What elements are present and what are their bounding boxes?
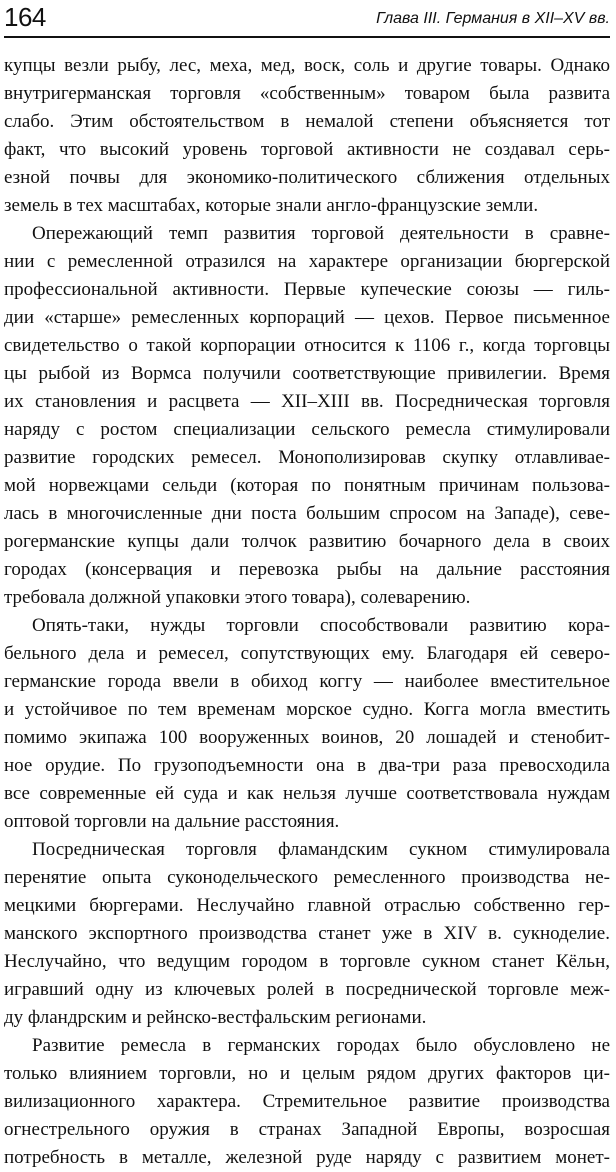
text-line: нии с ремесленной отразился на характере организации бюргерской xyxy=(4,251,610,272)
text-line: игравший одну из ключевых ролей в посреднической торговле меж- xyxy=(4,979,610,1000)
text-line: только влиянием торговли, но и целым рядом других факторов ци- xyxy=(4,1063,610,1084)
text-line: лась в многочисленные дни поста большим спросом на Западе), севе- xyxy=(4,503,610,524)
text-line: наряду с ростом специализации сельского ремесла стимулировали xyxy=(4,419,610,440)
text-line: бельного дела и ремесел, сопутствующих ему. Благодаря ей северо- xyxy=(4,643,610,664)
text-line: слабо. Этим обстоятельством в немалой степени объясняется тот xyxy=(4,111,610,132)
text-line: мой норвежцами сельди (которая по понятным причинам пользова- xyxy=(4,475,610,496)
text-line: перенятие опыта суконодельческого ремесленного производства не- xyxy=(4,867,610,888)
page-header xyxy=(4,0,610,40)
text-line: городах (консервация и перевозка рыбы на дальние расстояния xyxy=(4,559,610,580)
text-line: внутригерманская торговля «собственным» товаром была развита xyxy=(4,83,610,104)
text-line: цы рыбой из Вормса получили соответствующие привилегии. Время xyxy=(4,363,610,384)
text-line: свидетельство о такой корпорации относится к 1106 г., когда торговцы xyxy=(4,335,610,356)
text-line: факт, что высокий уровень торговой активности не создавал серь- xyxy=(4,139,610,160)
body-text xyxy=(4,52,610,1172)
text-line: потребность в металле, железной руде наряду с развитием монет- xyxy=(4,1147,610,1168)
text-line: Опять-таки, нужды торговли способствовали развитию кора- xyxy=(32,615,610,636)
text-line: ду фландрским и рейнско-вестфальским регионами. xyxy=(4,1007,427,1028)
text-line: помимо экипажа 100 вооруженных воинов, 20 лошадей и стенобит- xyxy=(4,727,610,748)
paragraph xyxy=(4,52,610,220)
paragraph xyxy=(4,836,610,1032)
text-line: рогерманские купцы дали толчок развитию бочарного дела в своих xyxy=(4,531,610,552)
text-line: мецкими бюргерами. Неслучайно главной отраслью собственно гер- xyxy=(4,895,610,916)
text-line: Посредническая торговля фламандским сукном стимулировала xyxy=(32,839,610,860)
text-line: дии «старше» ремесленных корпораций — цехов. Первое письменное xyxy=(4,307,610,328)
paragraph xyxy=(4,220,610,612)
text-line: езной почвы для экономико-политического сближения отдельных xyxy=(4,167,610,188)
text-line: земель в тех масштабах, которые знали англо-французские земли. xyxy=(4,195,539,216)
header-rule xyxy=(4,36,610,38)
text-line: и устойчивое по тем временам морское судно. Когга могла вместить xyxy=(4,699,610,720)
text-line: развитие городских ремесел. Монополизировав скупку отлавливае- xyxy=(4,447,610,468)
text-line: вилизационного характера. Стремительное развитие производства xyxy=(4,1091,610,1112)
text-line: купцы везли рыбу, лес, меха, мед, воск, соль и другие товары. Однако xyxy=(4,55,610,76)
text-line: Развитие ремесла в германских городах было обусловлено не xyxy=(32,1035,610,1056)
text-line: манского экспортного производства станет уже в XIV в. сукноделие. xyxy=(4,923,610,944)
text-line: их становления и расцвета — XII–XIII вв. Посредническая торговля xyxy=(4,391,610,412)
text-line: оптовой торговли на дальние расстояния. xyxy=(4,811,340,832)
text-line: Неслучайно, что ведущим городом в торговле сукном станет Кёльн, xyxy=(4,951,610,972)
text-line: требовала должной упаковки этого товара), солеварению. xyxy=(4,587,471,608)
paragraph xyxy=(4,1032,610,1172)
running-head: Глава III. Германия в XII–XV вв. xyxy=(376,10,610,27)
text-line: Опережающий темп развития торговой деятельности в сравне- xyxy=(32,223,610,244)
text-line: огнестрельного оружия в странах Западной Европы, возросшая xyxy=(4,1119,610,1140)
text-line: профессиональной активности. Первые купеческие союзы — гиль- xyxy=(4,279,610,300)
page-number: 164 xyxy=(4,2,46,32)
paragraph xyxy=(4,612,610,836)
text-line: все современные ей суда и как нельзя лучше соответствовала нуждам xyxy=(4,783,610,804)
text-line: германские города ввели в обиход коггу — наиболее вместительное xyxy=(4,671,610,692)
text-line: ное орудие. По грузоподъемности она в два-три раза превосходила xyxy=(4,755,610,776)
